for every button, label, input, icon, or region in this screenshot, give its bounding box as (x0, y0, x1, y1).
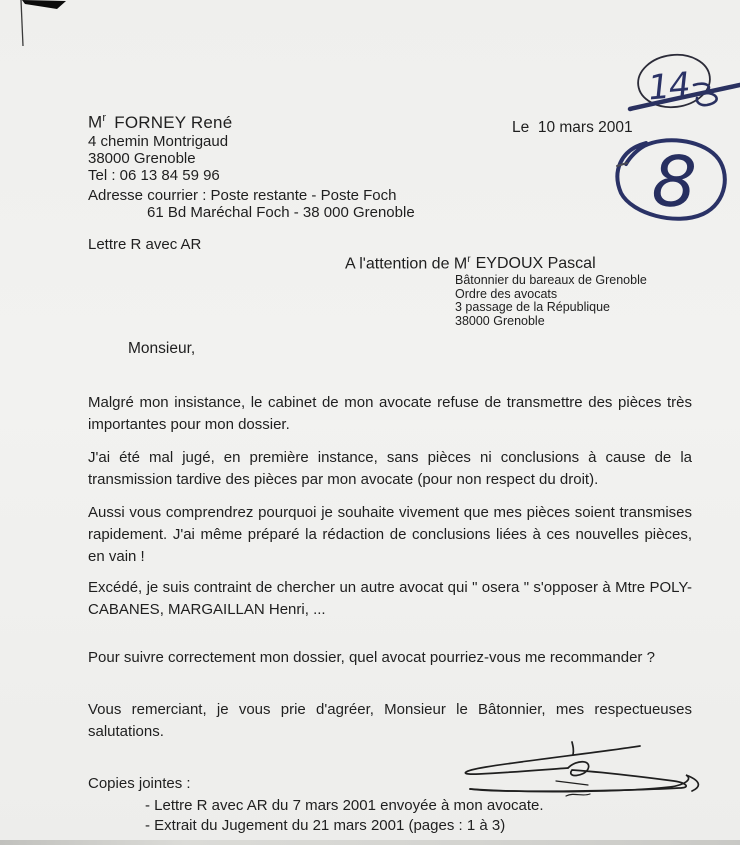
signature-stroke (470, 762, 686, 792)
mail-address-line1: Adresse courrier : Poste restante - Poste Foch (88, 187, 397, 204)
attention-sup: r (467, 254, 471, 265)
sender-title: M (88, 112, 103, 132)
body-paragraph: Excédé, je suis contraint de chercher un autre avocat qui " osera " s'opposer à Mtre POLY-CABANES, MARGAILLAN Henri, ... (88, 579, 692, 618)
enclosure-item: - Lettre R avec AR du 7 mars 2001 envoyée à mon avocate. (145, 797, 544, 814)
sender-city: 38000 Grenoble (88, 149, 196, 167)
scan-bottom-edge (0, 840, 740, 845)
enclosure-item: - Extrait du Jugement du 21 mars 2001 (pages : 1 à 3) (145, 817, 506, 834)
body-paragraph: J'ai été mal jugé, en première instance, sans pièces ni conclusions à cause de la transmission tardive des pièces par mon avocate (pour non respect du droit). (88, 449, 692, 488)
recipient-line: 3 passage de la République (455, 300, 610, 314)
sender-phone: Tel : 06 13 84 59 96 (88, 166, 220, 184)
mail-address-line2: 61 Bd Maréchal Foch - 38 000 Grenoble (147, 204, 415, 221)
body-paragraph: Pour suivre correctement mon dossier, quel avocat pourriez-vous me recommander ? (88, 649, 655, 666)
sender-name-text: FORNEY René (114, 112, 233, 132)
letter-date: Le 10 mars 2001 (512, 119, 633, 136)
body-paragraph: Malgré mon insistance, le cabinet de mon avocate refuse de transmettre des pièces très importantes pour mon dossier. (88, 394, 692, 433)
recipient-line: Bâtonnier du bareaux de Grenoble (455, 273, 647, 287)
enclosures-label: Copies jointes : (88, 775, 191, 792)
page-number-text: 8 (650, 140, 698, 224)
crossed-number-text: 14 (646, 65, 692, 109)
recipient-line: Ordre des avocats (455, 286, 558, 301)
body-paragraph: Aussi vous comprendrez pourquoi je souhaite vivement que mes pièces soient transmises rapidement. J'ai même préparé la rédaction de conclusions liées à ces nouvelles pièces, en vain ! (88, 504, 692, 565)
sending-mode: Lettre R avec AR (88, 236, 202, 253)
attention-prefix: A l'attention de M (345, 255, 468, 273)
sender-street: 4 chemin Montrigaud (88, 132, 229, 150)
sender-title-sup: r (102, 112, 107, 124)
signature-stroke (556, 781, 588, 785)
signature-scribble (465, 742, 698, 796)
signature-stroke (566, 794, 590, 796)
crossed-circled-14 (630, 51, 740, 111)
attention-name: EYDOUX Pascal (475, 255, 596, 273)
salutation: Monsieur, (128, 340, 196, 357)
closing-paragraph: Vous remerciant, je vous prie d'agréer, Monsieur le Bâtonnier, mes respectueuses salutations. (88, 701, 692, 740)
circled-page-number-8 (617, 140, 725, 224)
signature-stroke (572, 742, 573, 755)
signature-stroke (465, 746, 640, 774)
recipient-line: 38000 Grenoble (455, 313, 545, 328)
